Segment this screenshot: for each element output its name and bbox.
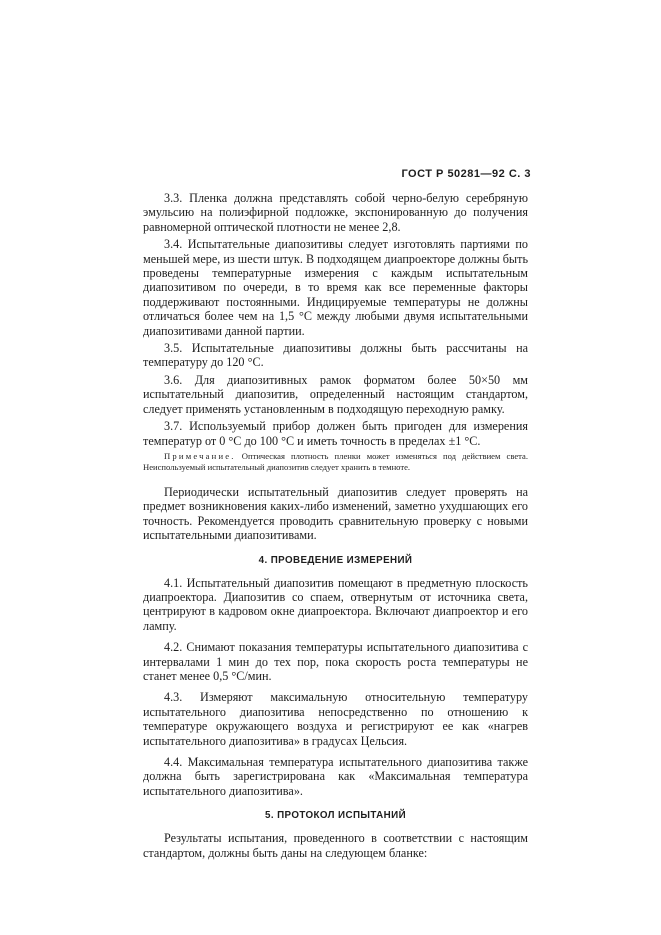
paragraph-3-6: 3.6. Для диапозитивных рамок форматом более 50×50 мм испытательный диапозитив, определенный настоящим стандартом, следует применять установленным в подходящую переходную рамку. [143,372,528,416]
paragraph-3-3: 3.3. Пленка должна представлять собой черно-белую серебряную эмульсию на полиэфирной подложке, экспонированную до получения равномерной оптической плотности не менее 2,8. [143,191,528,234]
paragraph-3-5: 3.5. Испытательные диапозитивы должны быть рассчитаны на температуру до 120 °С. [143,341,528,370]
section-5-heading: 5. ПРОТОКОЛ ИСПЫТАНИЙ [264,810,407,822]
section-4-heading: 4. ПРОВЕДЕНИЕ ИЗМЕРЕНИЙ [258,554,413,566]
paragraph-4-4: 4.4. Максимальная температура испытательного диапозитива также должна быть зарегистрирована как «Максимальная температура испытательного диапозитива». [143,755,528,798]
note-text: Оптическая плотность пленки может изменяться под действием света. Неиспользуемый испытательный диапозитив следует хранить в темноте. [143,450,528,472]
paragraph-periodic-check: Периодически испытательный диапозитив следует проверять на предмет возникновения каких-либо изменений, заметно ухудшающих его точность. Рекомендуется проводить сравнительную проверку с новыми испытательными диапозитивами. [143,484,528,543]
paragraph-4-2: 4.2. Снимают показания температуры испытательного диапозитива с интервалами 1 мин до тех пор, пока скорость роста температуры не станет менее 0,5 °С/мин. [143,640,528,683]
paragraph-3-4: 3.4. Испытательные диапозитивы следует изготовлять партиями по меньшей мере, из шести штук. В подходящем диапроекторе должны быть проведены температурные измерения с каждым испытательным диапозитивом по очереди, в то время как все переменные факторы поддерживают постоянными. Индицируемые температуры не должны отличаться более чем на 1,5 °С между любыми двумя испытательными диапозитивами данной партии. [143,237,528,338]
page-header-doc-ref: ГОСТ Р 50281—92 С. 3 [401,168,531,180]
paragraph-4-1: 4.1. Испытательный диапозитив помещают в предметную плоскость диапроектора. Диапозитив со спаем, отвернутым от источника света, центрируют в кадровом окне диапроектора. Включают диапроектор и его лампу. [143,575,528,633]
document-body [143,191,528,863]
note [143,451,528,473]
note-label: Примечание. [164,450,236,461]
paragraph-3-7: 3.7. Используемый прибор должен быть пригоден для измерения температур от 0 °С до 100 °С и иметь точность в пределах ±1 °С. [143,419,528,448]
paragraph-4-3: 4.3. Измеряют максимальную относительную температуру испытательного диапозитива непосредственно по отношению к температуре окружающего воздуха и регистрируют ее как «нагрев испытательного диапозитива» в градусах Цельсия. [143,690,528,748]
paragraph-results: Результаты испытания, проведенного в соответствии с настоящим стандартом, должны быть даны на следующем бланке: [143,831,528,860]
